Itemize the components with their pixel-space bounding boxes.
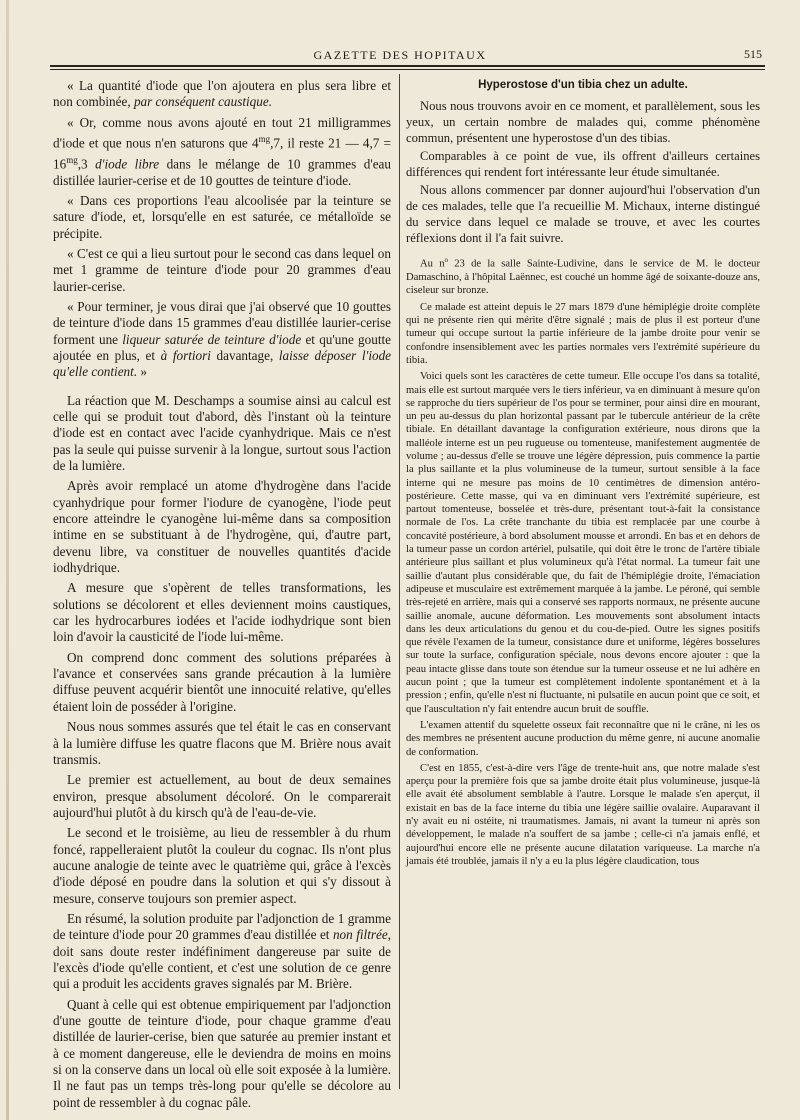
paragraph: Nous allons commencer par donner aujourd'hui l'observation d'un de ces malades, telle que l'a recueillie M. Michaux, interne distingué du service dans lequel ce malade se trouve, et avec les courtes réflexions dont il l'a fait suivre. <box>406 183 760 246</box>
paragraph: Voici quels sont les caractères de cette tumeur. Elle occupe l'os dans sa totalité, mais elle est surtout marquée vers le tiers inférieur, va en diminuant à mesure qu'on se rapproche du tiers supérieur de l'os pour se terminer, pour ainsi dire en mourant, un peu au-dessus du plan horizontal passant par le tubercule antérieur de la crête tibiale. En détaillant davantage la configuration extérieure, nous dirons que la malléole interne est un peu rugueuse ou tomenteuse, manifestement augmentée de volume ; au-dessus d'elle se trouve une légère dépression, puis commence la partie la plus saillante et la plus volumineuse de la tumeur, surtout sensible à la face interne qui ne mesure pas moins de 10 centimètres de dimension antéro-postérieure. Cette masse, qui va en diminuant vers l'extrémité supérieure, est partout tomenteuse, bosselée et très-dure, présentant tout-à-fait la consistance normale de l'os. La crête tranchante du tibia est remplacée par une courbe à concavité postérieure, à bord absolument mousse et arrondi. En bas et en dehors de la tumeur passe un cordon artériel, pulsatile, qui doit être le tronc de l'artère tibiale antérieure plus saillant et plus volumineux qu'à l'état normal. La tumeur fait une saillie d'autant plus considérable que, du fait de l'hémiplégie droite, l'émaciation adipeuse et musculaire est extrêmement marquée à la jambe. Le péroné, qui semble très-rejeté en arrière, mais qui a conservé ses rapports normaux, ne présente aucune saillie anomale, aucune déformation. Les mouvements sont absolument intacts dans les deux articulations du genou et du cou-de-pied. Outre les signes positifs que révèle l'examen de la tumeur, consistance dure et uniforme, légères bosselures sur toute la surface, configuration spéciale, nous devons encore ajouter : que la peau intacte glisse dans toute son étendue sur la tumeur osseuse et ne lui adhère en aucun point ; que la tumeur est complètement indolente spontanément et à la pression ; enfin, qu'elle n'est ni fluctuante, ni pulsatile en aucun point que ce soit, et que l'auscultation n'y fait entendre aucun bruit de souffle. <box>406 371 760 715</box>
paragraph: Le second et le troisième, au lieu de ressembler à du rhum foncé, rappelleraient plutôt la couleur du cognac. Ils n'ont plus aucune analogie de teinte avec le quatrième qui, grâce à l'excès d'iode déposé en poudre dans la solution et qui s'y dissout à mesure, conserve toujours son premier aspect. <box>53 825 391 906</box>
column-divider <box>399 74 400 1089</box>
paragraph: Ce malade est atteint depuis le 27 mars 1879 d'une hémiplégie droite complète qui ne présente rien qui mérite d'être signalé ; mais de plus il est porteur d'une tumeur qui occupe surtout la partie inférieure de la jambe droite pour venir se confondre insensiblement avec les parties normales vers l'extrémité supérieure du tibia. <box>406 301 760 366</box>
section-title: Hyperostose d'un tibia chez un adulte. <box>478 79 688 91</box>
paragraph: L'examen attentif du squelette osseux fait reconnaître que ni le crâne, ni les os des membres ne présentent aucune production du même genre, ni aucune anomalie de conformation. <box>406 719 760 758</box>
page-number: 515 <box>744 47 762 61</box>
left-column <box>53 78 391 1115</box>
paragraph-gap <box>53 385 391 393</box>
paragraph: « Dans ces proportions l'eau alcoolisée par la teinture se sature d'iode, et, lorsqu'elle en est saturée, ce métalloïde se précipite. <box>53 192 391 241</box>
paragraph: La réaction que M. Deschamps a soumise ainsi au calcul est celle qui se produit tout d'abord, dès l'instant où la teinture d'iode est en contact avec l'acide cyanhydrique. Mais ce n'est pas la seule qui puisse survenir à la longue, surtout sous l'action de la lumière. <box>53 392 391 473</box>
paragraph: « C'est ce qui a lieu surtout pour le second cas dans lequel on met 1 gramme de teinture d'iode pour 20 grammes d'eau laurier-cerise. <box>53 245 391 294</box>
paragraph: Au $n^o$ 23 de la salle Sainte-Ludivine, dans le service de M. le docteur Damaschino, à l'hôpital Laënnec, est couché un homme âgé de soixante-douze ans, ciseleur sur bronze. <box>406 256 760 297</box>
paragraph: Nous nous trouvons avoir en ce moment, et parallèlement, sous les yeux, un certain nombre de malades qui, comme phénomène commun, présentent une hyperostose d'un des tibias. <box>406 99 760 146</box>
paragraph: Le premier est actuellement, au bout de deux semaines environ, presque absolument décoloré. On le comparerait aujourd'hui plutôt à du kirsch qu'à de l'eau-de-vie. <box>53 772 391 820</box>
paragraph: « La quantité d'iode que l'on ajoutera en plus sera libre et non combinée, par conséquent caustique. <box>53 78 391 110</box>
running-header-title: GAZETTE DES HOPITAUX <box>313 48 487 62</box>
paragraph: A mesure que s'opèrent de telles transformations, les solutions se décolorent et elles deviennent moins caustiques, car les hydrocarbures iodées et l'acide iodhydrique sont bien loin d'avoir la causticité de l'iode lui-même. <box>53 580 391 645</box>
paragraph: C'est en 1855, c'est-à-dire vers l'âge de trente-huit ans, que notre malade s'est aperçu pour la première fois que sa jambe droite était plus volumineuse, jusque-là elle avait été absolument semblable à l'autre. Lorsque le malade s'en aperçut, il existait en bas de la face interne du tibia une légère saillie ovalaire. Auparavant il n'y avait eu ni ostéite, ni traumatismes. Jamais, ni avant la tumeur ni après son développement, le malade n'a souffert de sa jambe ; celle-ci n'a jamais enflé, et aujourd'hui encore elle ne présente aucune dilatation variqueuse. La marche n'a jamais été troublée, jamais il n'y a eu la plus légère claudication, tous <box>406 762 760 867</box>
paragraph: Nous nous sommes assurés que tel était le cas en conservant à la lumière diffuse les quatre flacons que M. Brière nous avait transmis. <box>53 719 391 767</box>
right-column <box>406 78 760 871</box>
paragraph: Après avoir remplacé un atome d'hydrogène dans l'acide cyanhydrique pour former l'iodure de cyanogène, l'iode peut encore atteindre le cyanogène lui-même dans sa composition intime en se substituant à de l'hydrogène, qui, d'autre part, devenu libre, va constituer de nouvelles quantités d'acide iodhydrique. <box>53 478 391 576</box>
paragraph: Comparables à ce point de vue, ils offrent d'ailleurs certaines différences qui rendent fort intéressante leur étude simultanée. <box>406 149 760 180</box>
paragraph: Quant à celle qui est obtenue empiriquement par l'adjonction d'une goutte de teinture d'iode, pour chaque gramme d'eau distillée de laurier-cerise, bien que saturée au premier instant et à ce moment dangereuse, elle le deviendra de moins en moins si on la conserve dans un local où elle soit exposée à la lumière. Il ne faut pas un temps très-long pour qu'elle se décolore au point de ressembler à du cognac pâle. <box>53 996 391 1110</box>
paragraph: On comprend donc comment des solutions préparées à l'avance et conservées sans grande précaution à la lumière diffuse peuvent acquérir bientôt une innocuité relative, qu'elles étaient loin de posséder à l'origine. <box>53 649 391 714</box>
header-rule <box>50 65 765 70</box>
paragraph: « Or, comme nous avons ajouté en tout 21 milligrammes d'iode et que nous n'en saturons que $4^{mg},7$, il reste 21 — $4,7 = 16^{mg},3$ d'iode libre dans le mélange de 10 grammes d'eau distillée laurier-cerise et de 10 gouttes de teinture d'iode. <box>53 114 392 188</box>
page-edge-shadow <box>6 0 9 1120</box>
paragraph: « Pour terminer, je vous dirai que j'ai observé que 10 gouttes de teinture d'iode dans 15 grammes d'eau distillée laurier-cerise forment une liqueur saturée de teinture d'iode et qu'une goutte ajoutée en plus, et à fortiori davantage, laisse déposer l'iode qu'elle contient. » <box>53 298 392 380</box>
paragraph: En résumé, la solution produite par l'adjonction de 1 gramme de teinture d'iode pour 20 grammes d'eau distillée et non filtrée, doit sans doute rester indéfiniment dangereuse par suite de l'excès d'iode qu'elle contient, et c'est une solution de ce genre qui a produit les accidents graves signalés par M. Brière. <box>53 910 392 992</box>
